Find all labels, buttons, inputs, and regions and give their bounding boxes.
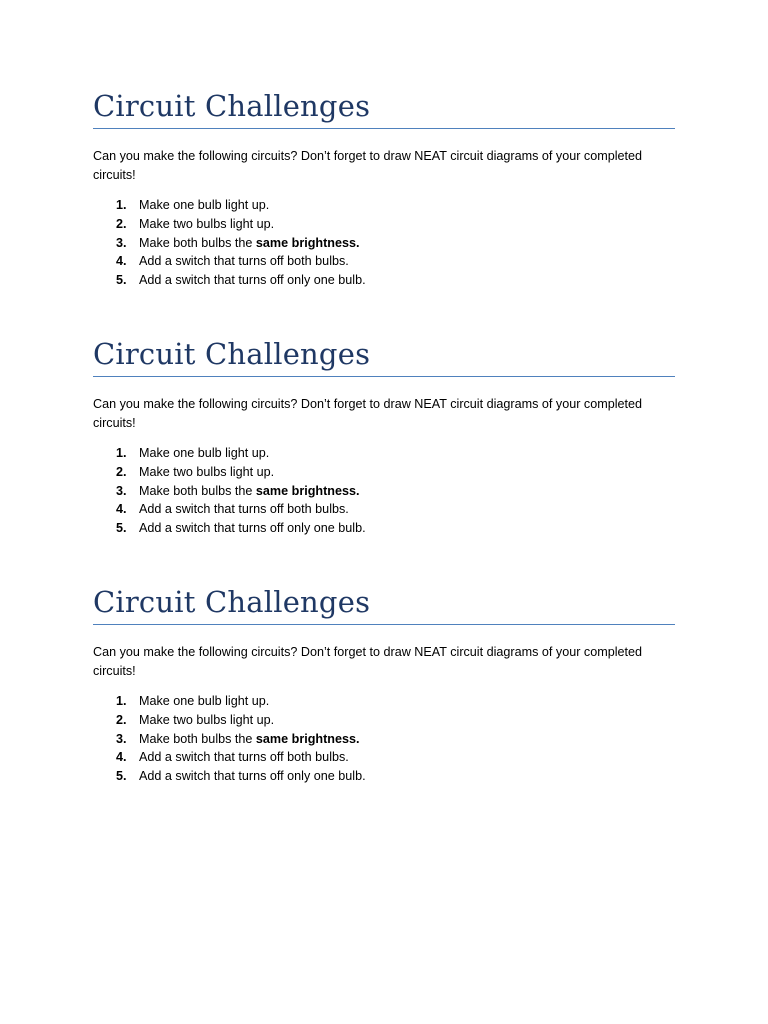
- item-text: Add a switch that turns off both bulbs.: [139, 750, 349, 765]
- item-number: 2.: [116, 712, 127, 727]
- item-emphasis: same brightness.: [255, 731, 360, 746]
- item-text: Make two bulbs light up.: [139, 464, 275, 479]
- list-item: [93, 500, 675, 519]
- item-number: 5.: [116, 273, 127, 288]
- item-text: Add a switch that turns off only one bulb.: [139, 521, 366, 536]
- challenge-list: [93, 444, 675, 538]
- list-item: [93, 444, 675, 463]
- intro-paragraph: Can you make the following circuits? Don’t forget to draw NEAT circuit diagrams of your completed circuits!: [93, 149, 643, 182]
- item-number: 1.: [116, 198, 127, 212]
- challenge-section: [93, 86, 675, 290]
- list-item: [93, 463, 675, 482]
- item-text: Make one bulb light up.: [139, 198, 270, 212]
- list-item: [93, 234, 675, 253]
- intro-paragraph: Can you make the following circuits? Don’t forget to draw NEAT circuit diagrams of your completed circuits!: [93, 645, 643, 678]
- section-title: Circuit Challenges: [93, 585, 371, 619]
- item-text: Make two bulbs light up.: [139, 712, 275, 727]
- item-number: 1.: [116, 446, 127, 460]
- item-text: Add a switch that turns off only one bulb.: [139, 273, 366, 288]
- challenge-section: [93, 334, 675, 538]
- list-item: [93, 215, 675, 234]
- title-underline: [93, 376, 675, 377]
- challenge-list: [93, 692, 675, 786]
- section-title: Circuit Challenges: [93, 337, 371, 371]
- list-item: [93, 730, 675, 749]
- list-item: [93, 271, 675, 290]
- challenge-list: [93, 196, 675, 290]
- item-emphasis: same brightness.: [255, 235, 360, 250]
- item-text: Add a switch that turns off both bulbs.: [139, 502, 349, 517]
- section-title: Circuit Challenges: [93, 89, 371, 123]
- list-item: [93, 767, 675, 786]
- item-number: 4.: [116, 502, 127, 517]
- item-number: 1.: [116, 694, 127, 708]
- item-text: Make two bulbs light up.: [139, 216, 275, 231]
- item-number: 4.: [116, 254, 127, 269]
- item-text: Make both bulbs the: [139, 483, 256, 498]
- item-text: Make both bulbs the: [139, 731, 256, 746]
- item-number: 2.: [116, 464, 127, 479]
- list-item: [93, 711, 675, 730]
- list-item: [93, 692, 675, 711]
- item-number: 3.: [116, 235, 127, 250]
- item-number: 2.: [116, 216, 127, 231]
- item-text: Add a switch that turns off both bulbs.: [139, 254, 349, 269]
- item-emphasis: same brightness.: [255, 483, 360, 498]
- list-item: [93, 252, 675, 271]
- item-text: Make one bulb light up.: [139, 446, 270, 460]
- item-number: 4.: [116, 750, 127, 765]
- title-underline: [93, 128, 675, 129]
- title-underline: [93, 624, 675, 625]
- list-item: [93, 482, 675, 501]
- item-number: 3.: [116, 483, 127, 498]
- intro-paragraph: Can you make the following circuits? Don’t forget to draw NEAT circuit diagrams of your completed circuits!: [93, 397, 643, 430]
- item-text: Add a switch that turns off only one bulb.: [139, 769, 366, 784]
- item-text: Make both bulbs the: [139, 235, 256, 250]
- item-number: 3.: [116, 731, 127, 746]
- challenge-section: [93, 582, 675, 786]
- item-text: Make one bulb light up.: [139, 694, 270, 708]
- item-number: 5.: [116, 521, 127, 536]
- list-item: [93, 519, 675, 538]
- list-item: [93, 196, 675, 215]
- item-number: 5.: [116, 769, 127, 784]
- list-item: [93, 748, 675, 767]
